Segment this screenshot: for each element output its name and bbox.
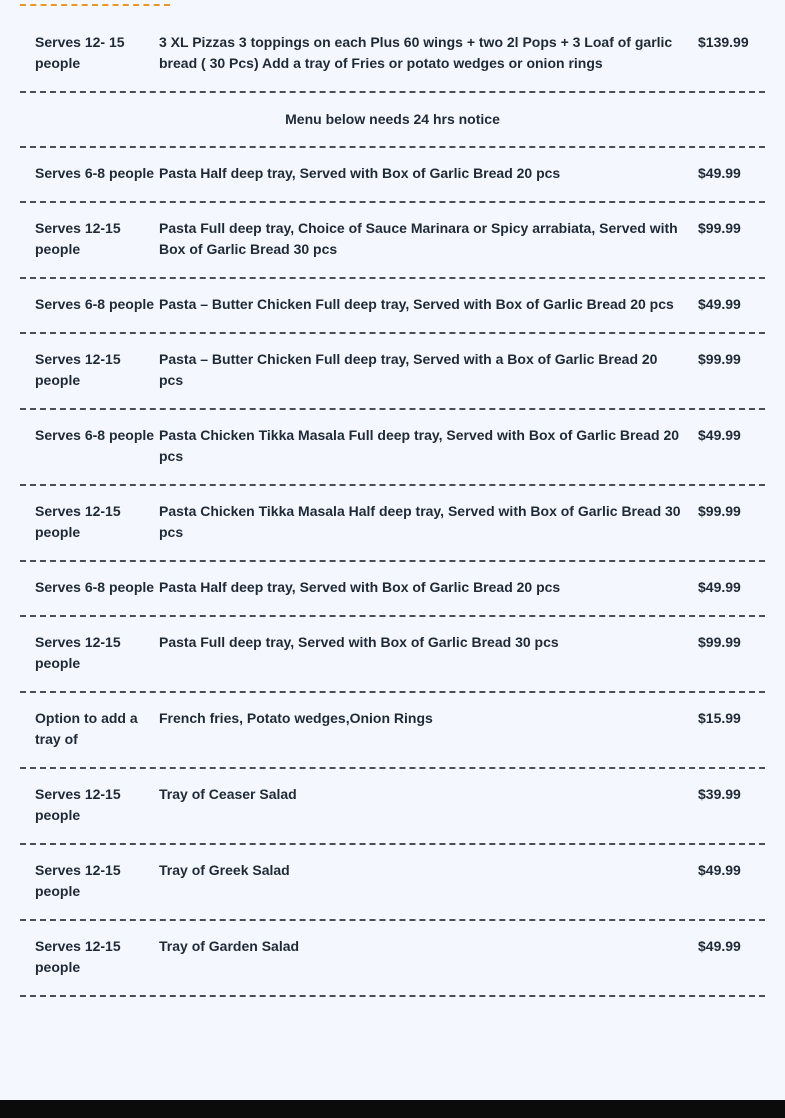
description-cell: Tray of Ceaser Salad (159, 786, 297, 802)
price-cell: $49.99 (698, 296, 741, 312)
price-cell: $49.99 (698, 862, 741, 878)
description-cell: 3 XL Pizzas 3 toppings on each Plus 60 wings + two 2l Pops + 3 Loaf of garlic bread ( 30 Pcs) Add a tray of Fries or potato wedges or onion rings (159, 34, 673, 71)
price-cell: $49.99 (698, 579, 741, 595)
menu-row (20, 279, 765, 334)
menu-row (20, 845, 765, 921)
description-cell: Pasta Chicken Tikka Masala Full deep tray, Served with Box of Garlic Bread 20 pcs (159, 427, 680, 464)
price-cell: $99.99 (698, 634, 741, 650)
price-cell: $99.99 (698, 503, 741, 519)
menu-row (20, 617, 765, 693)
menu-row (20, 562, 765, 617)
description-cell: Pasta Chicken Tikka Masala Half deep tray, Served with Box of Garlic Bread 30 pcs (159, 503, 681, 540)
price-cell: $15.99 (698, 710, 741, 726)
serves-cell: Serves 12- 15 people (35, 34, 125, 71)
description-cell: Tray of Garden Salad (159, 938, 300, 954)
advance-notice-text: Menu below needs 24 hrs notice (285, 111, 500, 127)
accent-divider (20, 4, 170, 6)
serves-cell: Serves 12-15 people (35, 351, 121, 388)
price-cell: $99.99 (698, 351, 741, 367)
menu-row (20, 486, 765, 562)
serves-cell: Serves 12-15 people (35, 862, 121, 899)
catering-menu-table (20, 16, 765, 997)
serves-cell: Serves 12-15 people (35, 938, 121, 975)
price-cell: $49.99 (698, 427, 741, 443)
price-cell: $39.99 (698, 786, 741, 802)
serves-cell: Serves 12-15 people (35, 634, 121, 671)
price-cell: $49.99 (698, 165, 741, 181)
notice-row (20, 93, 765, 148)
serves-cell: Serves 6-8 people (35, 427, 155, 443)
menu-row (20, 693, 765, 769)
price-cell: $99.99 (698, 220, 741, 236)
serves-cell: Serves 12-15 people (35, 220, 121, 257)
menu-row (20, 148, 765, 203)
menu-row (20, 921, 765, 997)
serves-cell: Serves 6-8 people (35, 296, 155, 312)
description-cell: Pasta Half deep tray, Served with Box of Garlic Bread 20 pcs (159, 579, 561, 595)
description-cell: French fries, Potato wedges,Onion Rings (159, 710, 433, 726)
description-cell: Pasta Full deep tray, Served with Box of Garlic Bread 30 pcs (159, 634, 559, 650)
menu-row (20, 16, 765, 93)
serves-cell: Serves 12-15 people (35, 503, 121, 540)
menu-row (20, 410, 765, 486)
serves-cell: Option to add a tray of (35, 710, 138, 747)
price-cell: $139.99 (698, 34, 749, 50)
description-cell: Pasta Half deep tray, Served with Box of Garlic Bread 20 pcs (159, 165, 561, 181)
footer-bar (0, 1100, 785, 1118)
menu-row (20, 203, 765, 279)
description-cell: Pasta – Butter Chicken Full deep tray, Served with a Box of Garlic Bread 20 pcs (159, 351, 658, 388)
serves-cell: Serves 12-15 people (35, 786, 121, 823)
menu-row (20, 769, 765, 845)
description-cell: Pasta Full deep tray, Choice of Sauce Marinara or Spicy arrabiata, Served with Box of Garlic Bread 30 pcs (159, 220, 678, 257)
serves-cell: Serves 6-8 people (35, 165, 155, 181)
description-cell: Pasta – Butter Chicken Full deep tray, Served with Box of Garlic Bread 20 pcs (159, 296, 674, 312)
serves-cell: Serves 6-8 people (35, 579, 155, 595)
menu-row (20, 334, 765, 410)
price-cell: $49.99 (698, 938, 741, 954)
description-cell: Tray of Greek Salad (159, 862, 290, 878)
